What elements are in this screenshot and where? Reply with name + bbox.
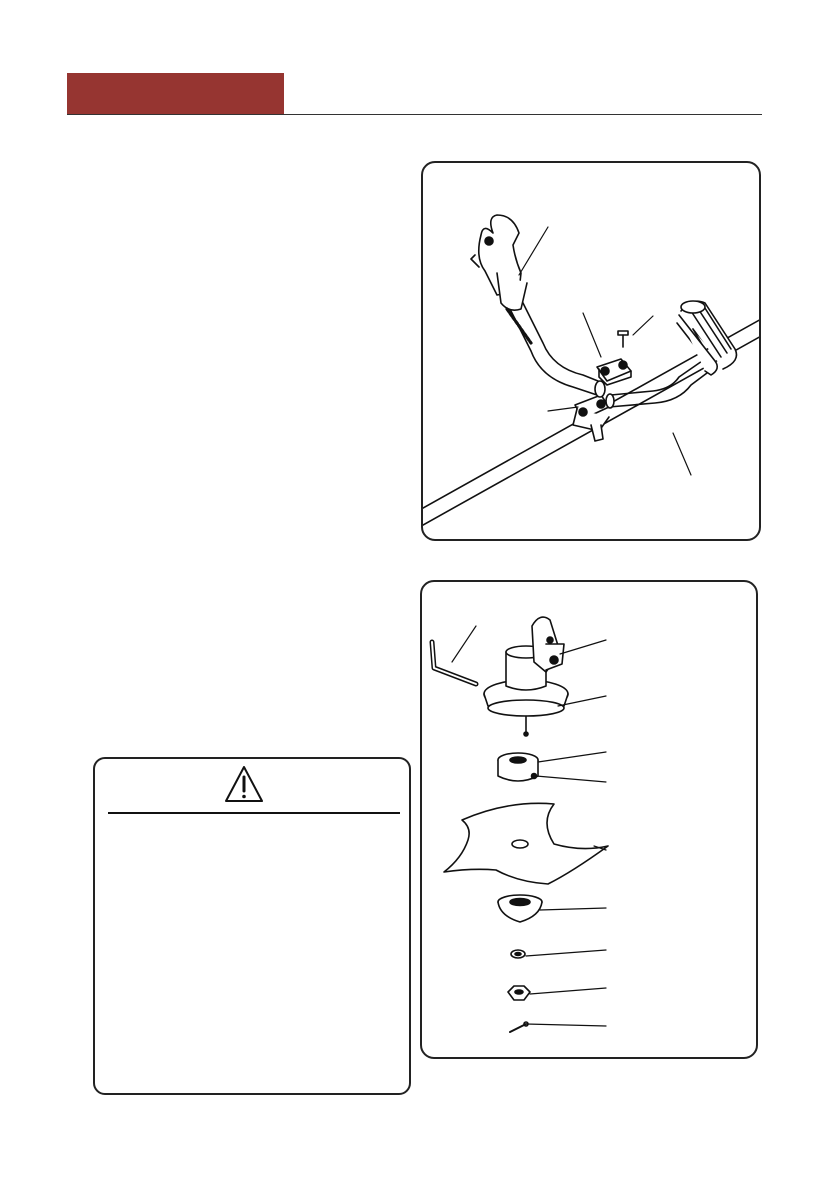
handle-assembly-figure: [421, 161, 761, 541]
lock-washer: [511, 950, 525, 958]
header-color-tab: [67, 73, 284, 115]
clamp-screw: [618, 331, 628, 347]
header-rule: [67, 114, 762, 115]
blade-assembly-figure: [420, 580, 758, 1059]
handle-clamp-lower: [573, 395, 609, 441]
leader-lines: [519, 227, 691, 475]
handle-clamp-upper: [597, 359, 631, 385]
rear-handle-grip: [471, 215, 527, 310]
blade-assembly-drawing: [422, 582, 758, 1059]
nut: [508, 986, 530, 1000]
cotter-pin: [510, 1022, 528, 1032]
warning-divider: [108, 812, 400, 814]
warning-triangle-icon: [95, 759, 413, 819]
upper-flange: [498, 753, 538, 781]
gear-head: [484, 617, 568, 736]
warning-box: [93, 757, 411, 1095]
three-tooth-blade: [444, 803, 608, 884]
lower-flange-cup: [498, 895, 542, 922]
front-handle-bar: [606, 301, 737, 408]
handle-assembly-drawing: [423, 163, 761, 541]
allen-key: [432, 642, 476, 684]
